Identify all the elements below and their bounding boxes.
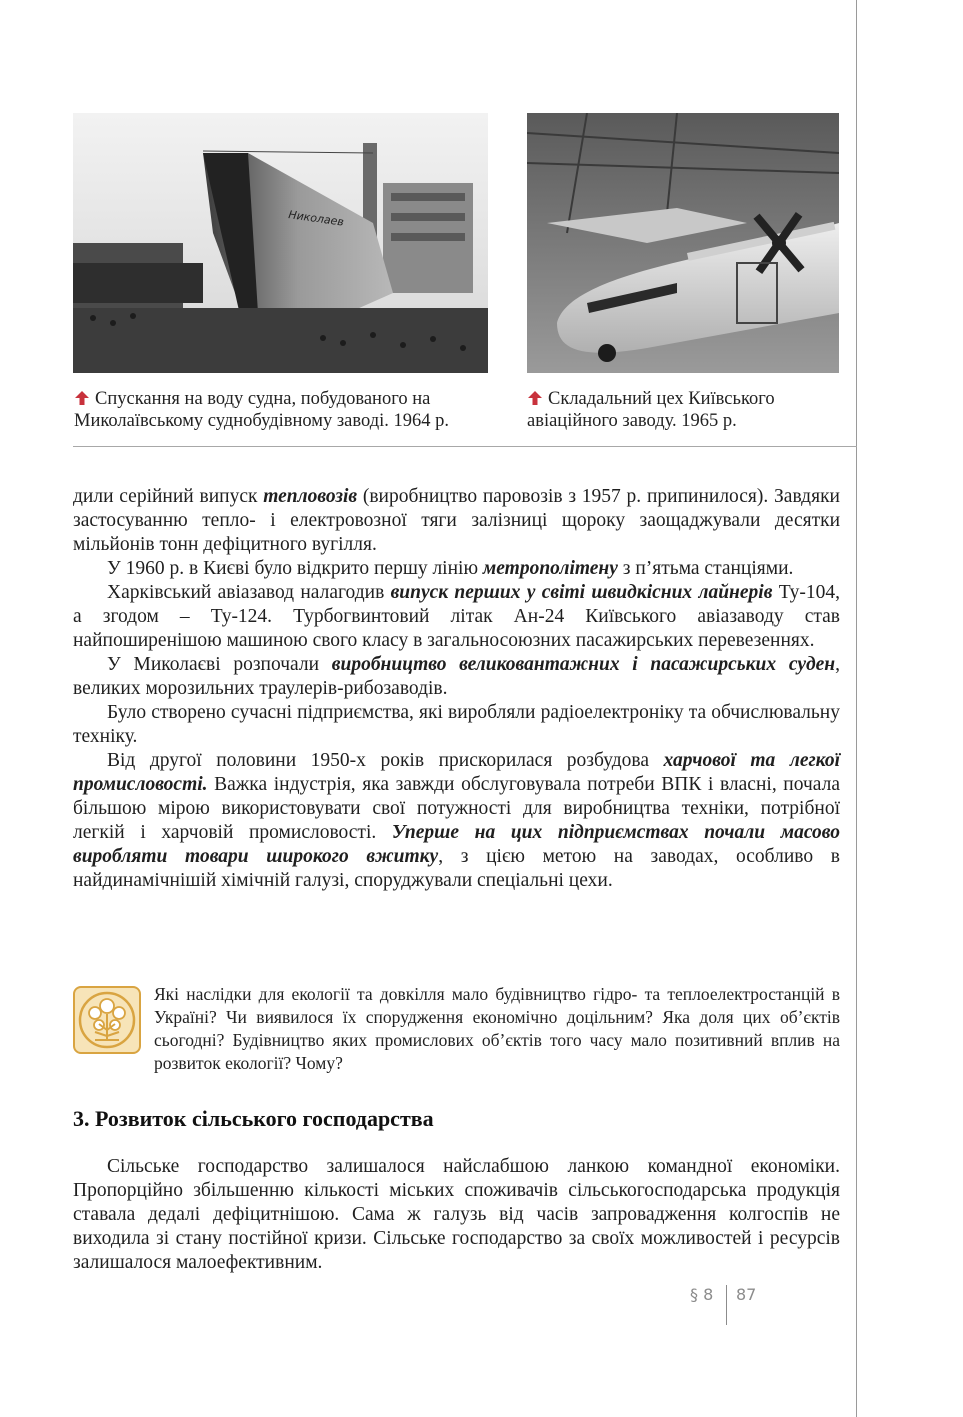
main-text	[73, 485, 840, 893]
emphasized-term: виробництво великовантажних і пасажирських суден	[331, 654, 836, 675]
emphasized-term: метрополітену	[482, 558, 618, 579]
text-run: , великих морозильних траулерів-рибозаводів.	[73, 654, 840, 699]
caption-text: Спускання на воду судна, побудованого на Миколаївському суднобудівному заводі. 1964 р.	[74, 389, 450, 431]
aircraft-assembly-photo	[527, 113, 839, 373]
paragraph	[73, 653, 840, 701]
text-run: , з цією метою на заводах, особливо в найдинамічнішій хімічній галузі, споруджували спеціальні цехи.	[73, 846, 840, 891]
section-number: § 8	[690, 1285, 714, 1304]
emphasized-term: випуск перших у світі швидкісних лайнерів	[390, 582, 773, 603]
margin-rule	[856, 0, 857, 1417]
footer-separator	[726, 1285, 727, 1325]
question-block	[73, 983, 843, 1073]
caption-text: Складальний цех Київського авіаційного заводу. 1965 р.	[527, 389, 775, 431]
section-heading: 3. Розвиток сільського господарства	[73, 1106, 434, 1131]
paragraph: Сільське господарство залишалося найслабшою ланкою командної економіки. Пропорційно збільшенню кількості міських споживачів сільськогосподарська продукція ставала дедалі дефіцитнішою. Сама ж галузь від часів запровадження колгоспів не виходила зі стану постійної кризи. Сільське господарство за своїх можливостей і ресурсів залишалося малоефективним.	[73, 1156, 840, 1273]
emphasized-term: Уперше на цих підприємствах почали масово виробляти товари широкого вжитку	[73, 822, 840, 867]
paragraph	[73, 485, 840, 557]
emphasized-term: харчової та легкої промисловості.	[73, 750, 840, 795]
emphasized-term: тепловозів	[263, 486, 358, 507]
tree-emblem-icon	[73, 986, 141, 1054]
arrow-up-icon	[527, 390, 543, 406]
page-number: 87	[736, 1285, 757, 1304]
question-text: Які наслідки для екології та довкілля мало будівництво гідро- та теплоелектростанцій в Україні? Чи виявилося їх спорудження економічно доцільним? Яка доля цих об’єктів сьогодні? Будівництво яких промислових об’єктів того часу мало позитивний вплив на розвиток екології? Чому?	[154, 984, 840, 1073]
section-text	[73, 1155, 840, 1275]
text-run: У Миколаєві розпочали	[107, 654, 332, 675]
paragraph	[73, 701, 840, 749]
paragraph	[73, 557, 840, 581]
text-run: (виробництво паровозів з 1957 р. припинилося). Завдяки застосуванню тепло- і електровозної тяги залізниці щороку заощаджували десятки мільйонів тонн дефіцитного вугілля.	[73, 486, 840, 555]
text-run: дили серійний випуск	[73, 486, 264, 507]
section-divider	[73, 446, 857, 447]
text-run: Було створено сучасні підприємства, які виробляли радіоелектроніку та обчислювальну техніку.	[73, 702, 840, 747]
text-run: Ту-104, а згодом – Ту-124. Турбогвинтовий літак Ан-24 Київського авіазаводу став найпоширенішою машиною свого класу в загальносоюзних пасажирських перевезеннях.	[73, 582, 840, 651]
paragraph	[73, 749, 840, 893]
plane-photo-caption	[527, 388, 847, 432]
text-run: У 1960 р. в Києві було відкрито першу лінію	[107, 558, 483, 579]
ship-launch-photo	[73, 113, 488, 373]
text-run: Харківський авіазавод налагодив	[107, 582, 391, 603]
text-run: з п’ятьма станціями.	[617, 558, 794, 579]
ship-photo-caption	[74, 388, 504, 432]
text-run: Від другої половини 1950-х років прискорилася розбудова	[107, 750, 664, 771]
paragraph	[73, 581, 840, 653]
arrow-up-icon	[74, 390, 90, 406]
text-run: Важка індустрія, яка завжди обслуговувала потреби ВПК і власні, почала більшою мірою використовувати свої потужності для виробництва техніки, потрібної легкій і харчовій промисловості.	[73, 774, 840, 843]
svg-text:Николаев: Николаев	[287, 208, 345, 229]
